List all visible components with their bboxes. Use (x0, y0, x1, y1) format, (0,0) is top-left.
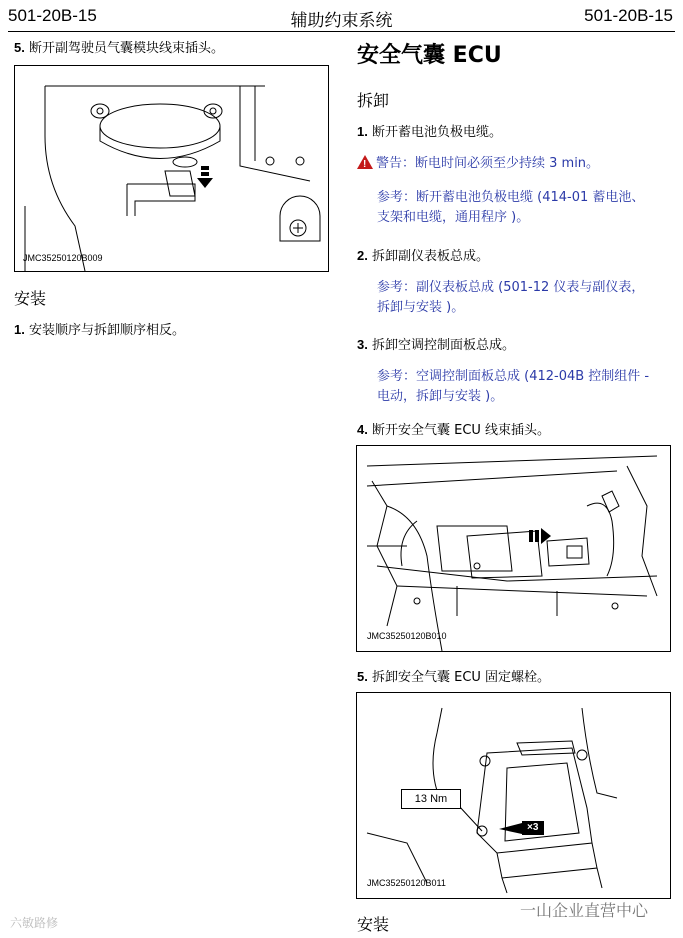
left-install-step-1 (14, 322, 185, 339)
step-number: 3. (357, 337, 368, 352)
right-step-2 (357, 248, 489, 265)
reference-3-line-2: 电动，拆卸与安装 )。 (377, 389, 504, 404)
step-number: 5. (14, 40, 25, 55)
step-number: 1. (14, 322, 25, 337)
right-step-3 (357, 337, 515, 354)
removal-heading: 拆卸 (357, 91, 390, 110)
reference-2-line-1: 参考：副仪表板总成 (501-12 仪表与副仪表， (377, 280, 645, 295)
step-text: 断开蓄电池负极电缆。 (371, 125, 502, 140)
figure-caption: JMC35250120B010 (367, 631, 447, 641)
warning-icon (357, 155, 373, 169)
step-text: 断开安全气囊 ECU 线束插头。 (371, 423, 551, 438)
figure-passenger-airbag-connector (14, 65, 329, 272)
section-title-airbag-ecu: 安全气囊 ECU (357, 43, 502, 68)
step-text: 拆卸空调控制面板总成。 (371, 338, 515, 353)
right-step-1 (357, 124, 502, 141)
torque-label: 13 Nm (401, 789, 461, 809)
reference-1-line-2: 支架和电缆，通用程序 )。 (377, 210, 530, 225)
right-step-4 (357, 422, 550, 439)
header-page-number-left: 501-20B-15 (8, 6, 97, 25)
left-install-heading: 安装 (14, 289, 47, 308)
step-number: 5. (357, 669, 368, 684)
step-number: 2. (357, 248, 368, 263)
watermark-left: 六敏路修 (10, 916, 59, 930)
watermark-right: 一山企业直营中心 (520, 901, 649, 920)
step-text: 拆卸安全气囊 ECU 固定螺栓。 (371, 670, 551, 685)
step-text: 断开副驾驶员气囊模块线束插头。 (28, 41, 224, 56)
reference-3-line-1: 参考：空调控制面板总成 (412-04B 控制组件 - (377, 369, 650, 384)
figure-caption: JMC35250120B009 (23, 253, 103, 263)
figure-caption: JMC35250120B011 (367, 878, 446, 888)
right-step-5 (357, 669, 550, 686)
right-install-heading: 安装 (357, 915, 390, 934)
figure-ecu-bolts (356, 692, 671, 899)
header-section-title: 辅助约束系统 (290, 11, 393, 30)
warning-text: 警告：断电时间必须至少持续 3 min。 (376, 156, 600, 171)
step-text: 拆卸副仪表板总成。 (371, 249, 489, 264)
step-text: 安装顺序与拆卸顺序相反。 (28, 323, 185, 338)
reference-1-line-1: 参考：断开蓄电池负极电缆 (414-01 蓄电池、 (377, 190, 645, 205)
step-number: 1. (357, 124, 368, 139)
warning-line (357, 155, 599, 172)
header-divider (8, 31, 675, 32)
ecu-connector-illustration (357, 446, 670, 651)
header-page-number-right: 501-20B-15 (584, 6, 673, 25)
page-header (0, 0, 683, 33)
step-number: 4. (357, 422, 368, 437)
passenger-airbag-illustration (15, 66, 328, 271)
quantity-label: ×3 (527, 822, 539, 833)
reference-2-line-2: 拆卸与安装 )。 (377, 300, 465, 315)
figure-ecu-connector (356, 445, 671, 652)
left-step-5 (14, 40, 224, 57)
